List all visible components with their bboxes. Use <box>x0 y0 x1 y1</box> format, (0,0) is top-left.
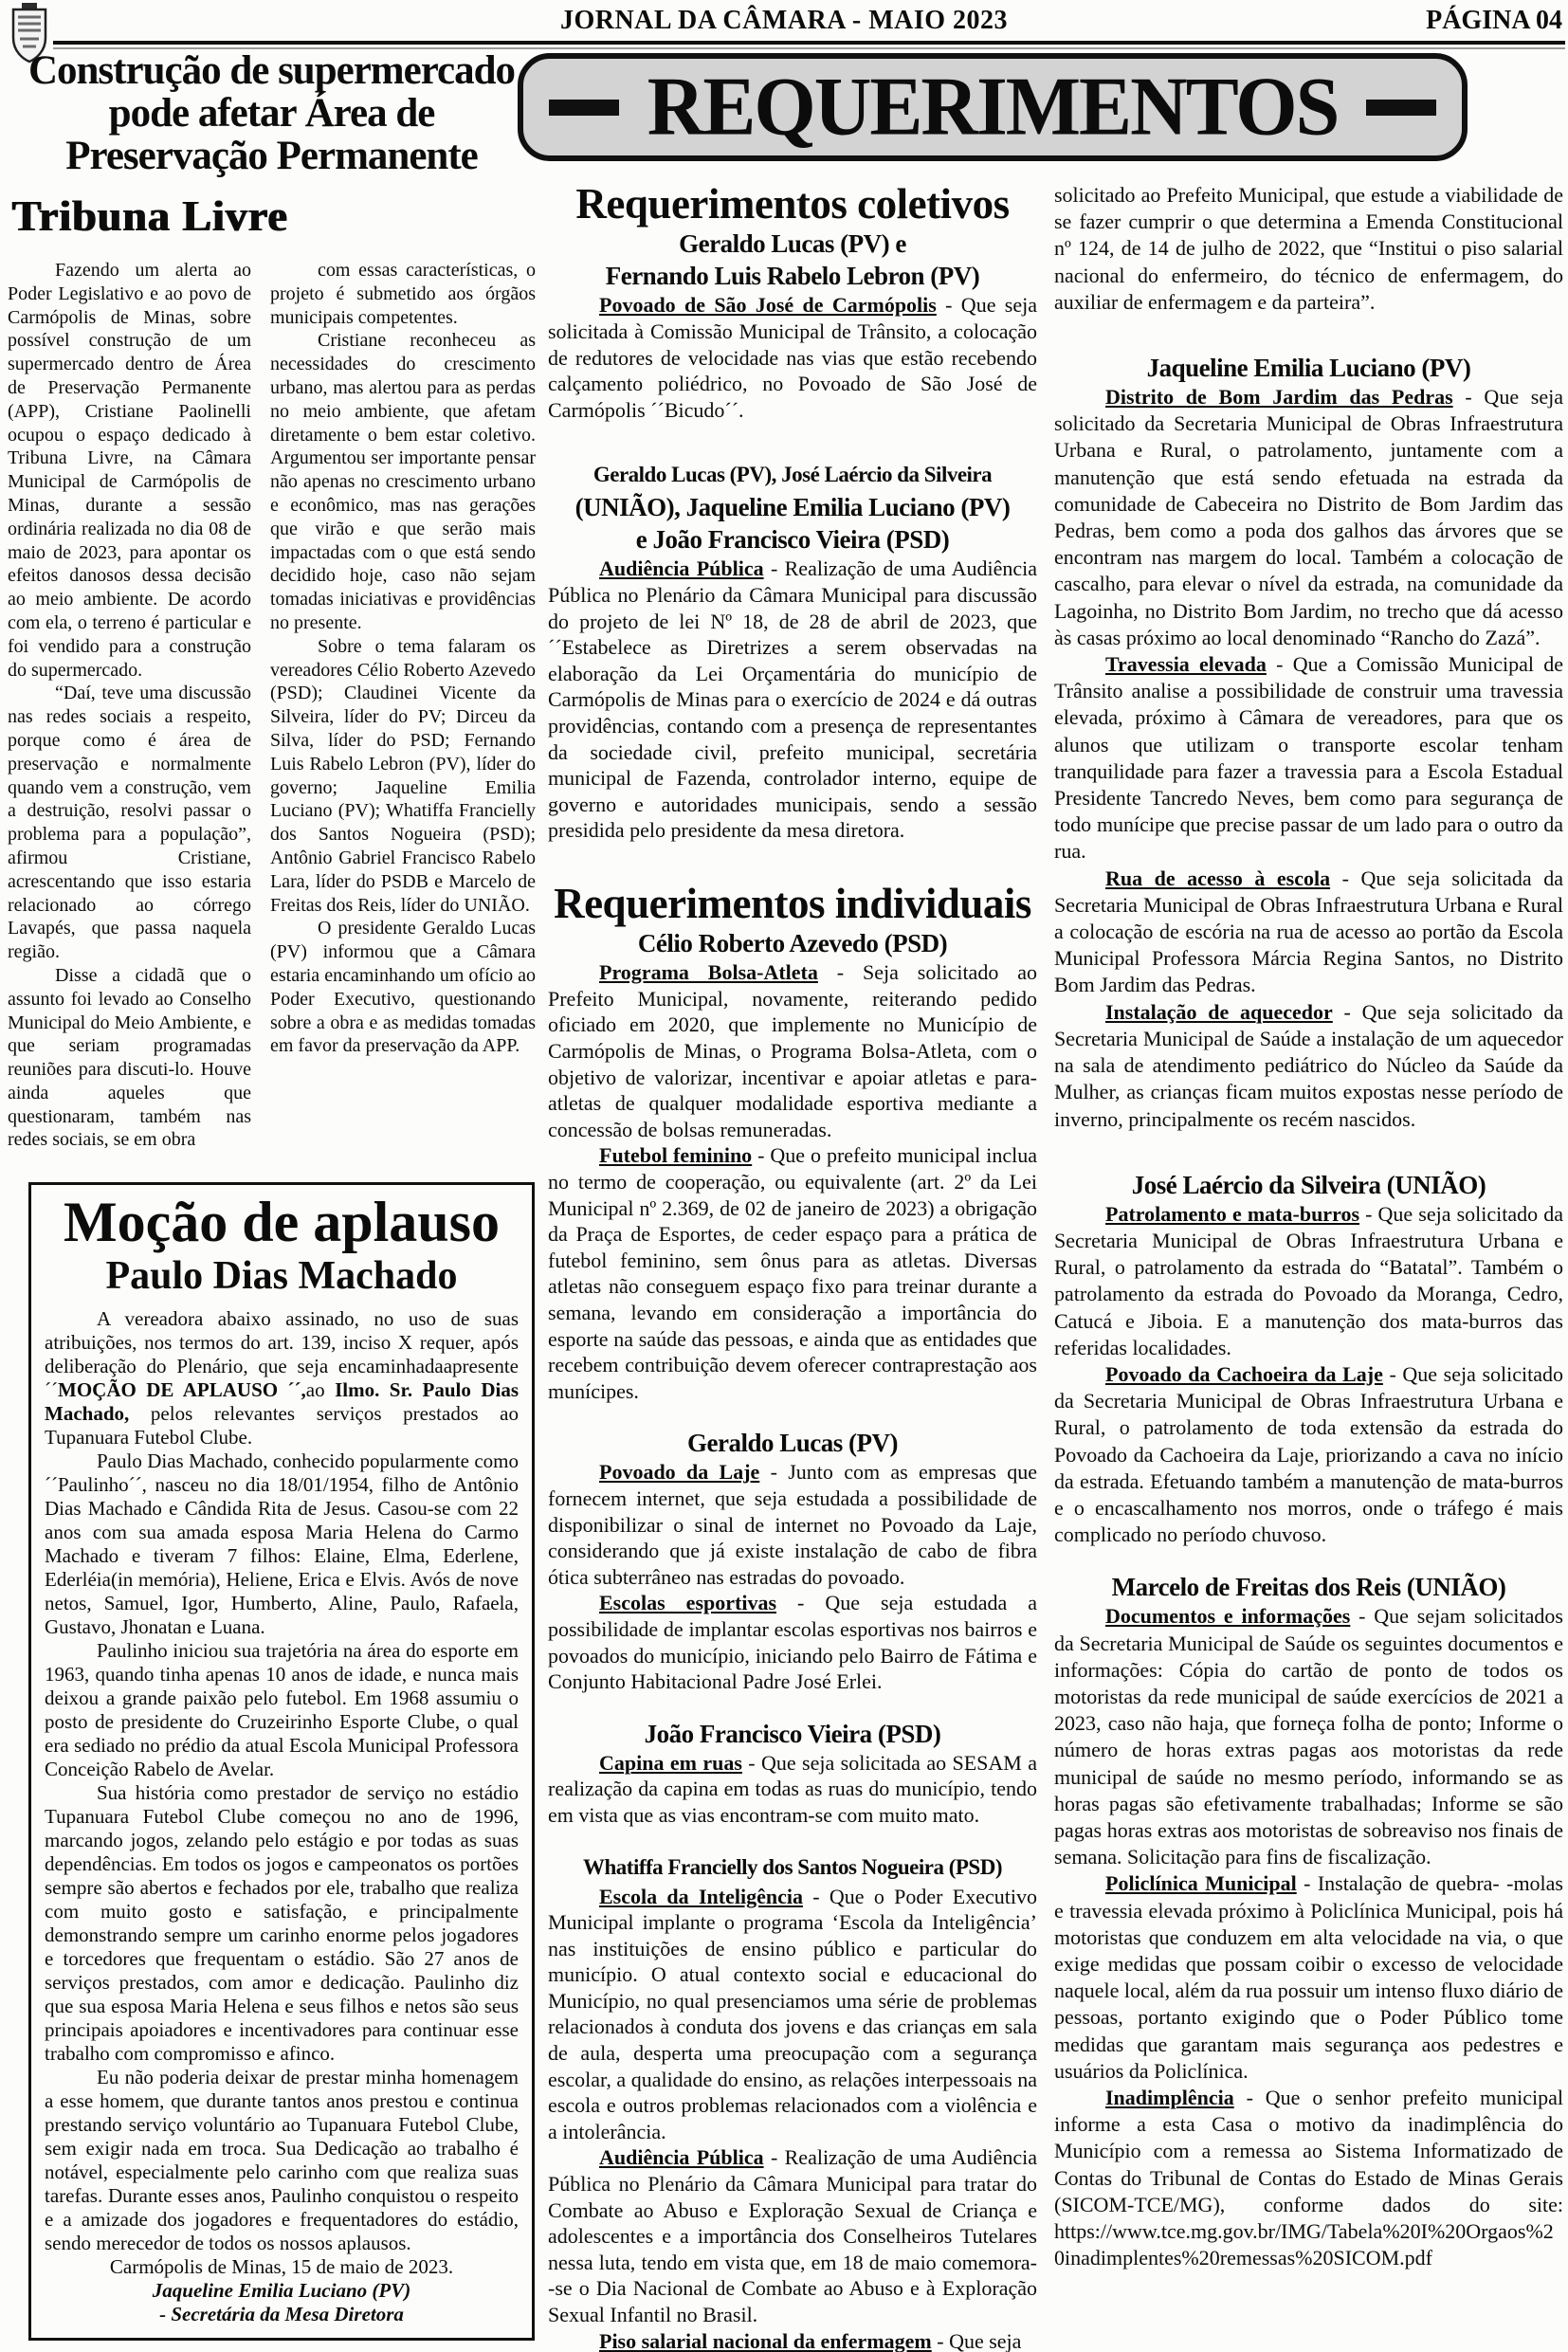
author-name: e João Francisco Vieira (PSD) <box>635 525 950 555</box>
requerimento-item <box>1054 1603 1563 1870</box>
author-name: Geraldo Lucas (PV) <box>687 1429 898 1458</box>
author-names <box>548 1427 1037 1459</box>
mocao-p1-post: pelos relevantes serviços prestados ao Tupanuara Futebol Clube. <box>45 1402 519 1449</box>
requerimento-text: - Que seja <box>931 2328 1022 2352</box>
requerimento-item <box>1054 1870 1563 2085</box>
requerimento-item <box>1054 384 1563 651</box>
requerimento-text: - Que o prefeito municipal inclua no termo de cooperação, ou equivalente (art. 2º da Lei Municipal nº 2.369, de 02 de janeiro de 2023) a obrigação da Praça de Esportes, de ceder espaço para a prática de futebol feminino, sem ônus para as atletas. Diversas atletas não conseguem espaço fixo para treinar durante a semana, levando em consideração a importância do esporte na saúde das pessoas, e ainda que as entidades que recebem contribuição devem oferecer contraprestação aos munícipes. <box>548 1143 1037 1403</box>
author-names <box>548 459 1037 556</box>
requerimento-title: Inadimplência <box>1105 2086 1234 2109</box>
author-names <box>548 1718 1037 1750</box>
article-paragraph: Cristiane reconheceu as necessidades do crescimento urbano, mas alertou para as perdas no meio ambiente, que afetam diretamente o bem estar coletivo. Argumentou ser importante pensar não apenas no crescimento urbano e econômico, mas nas gerações que virão e que serão mais impactadas com o que está sendo decidido hoje, caso não sejam tomadas iniciativas e providências no presente. <box>270 330 536 633</box>
author-name: Marcelo de Freitas dos Reis (UNIÃO) <box>1111 1573 1506 1602</box>
requerimento-title: Documentos e informações <box>1105 1604 1351 1629</box>
mocao-subtitle: Paulo Dias Machado <box>105 1254 458 1298</box>
requerimento-title: Patrolamento e mata-burros <box>1105 1201 1360 1226</box>
article-paragraph: Disse a cidadã que o assunto foi levado ao Conselho Municipal do Meio Ambiente, e que seriam programadas reuniões para discuti-lo. Houve ainda aqueles que questionaram, também nas redes sociais, se em obra <box>8 964 251 1151</box>
mocao-paragraph: Paulinho iniciou sua trajetória na área do esporte em 1963, quando tinha apenas 10 anos de idade, e nunca mais deixou a grande paixão pelo futebol. Em 1968 assumiu o posto de presidente do Cruzeirinho Esporte Clube, o qual era sediado no prédio da atual Escola Municipal Professora Conceição Rabelo de Avelar. <box>45 1639 519 1781</box>
section-heading-coletivos: Requerimentos coletivos <box>575 180 1010 228</box>
requerimento-text: - Que seja solicitada ao SESAM a realização da capina em todas as ruas do município, tendo em vista que as vias encontram-se com muito mato. <box>548 1750 1038 1827</box>
spacer <box>548 1695 1037 1718</box>
headline-line: Preservação Permanente <box>65 134 478 178</box>
mocao-paragraph <box>45 1307 519 1449</box>
requerimento-text: - Junto com as empresas que fornecem internet, que seja estudada a possibilidade de disponibilizar o sinal de internet no Povoado da Laje, considerando que já existe instalação de cabo de fibra ótica subterrâneo nas estradas do povoado. <box>548 1460 1037 1589</box>
mocao-signature-role: - Secretária da Mesa Diretora <box>159 2303 404 2326</box>
requerimento-text: - Realização de uma Audiência Pública no Plenário da Câmara Municipal para discussão do projeto de lei Nº 18, de 28 de abril de 2023, que ´´Estabelece as Diretrizes a serem observadas na elaboração da Lei Orçamentária do município de Carmópolis de Minas para o exercício de 2024 e dá outras providências, contando com a presença de representantes da sociedade civil, prefeito municipal, secretária municipal de Fazenda, controlador interno, equipe de governo e autoridades municipais, sendo a sessão presidida pelo presidente da mesa diretora. <box>548 556 1038 843</box>
author-names <box>1054 352 1563 384</box>
author-name: (UNIÃO), Jaqueline Emilia Luciano (PV) <box>574 493 1011 522</box>
requerimento-title: Programa Bolsa-Atleta <box>599 960 818 985</box>
requerimento-item <box>1054 999 1563 1133</box>
requerimento-text: - Que seja solicitado da Secretaria Municipal de Obras Infraestrutura Urbana e Rural, o patrolamento de toda extensão da estrada do Povoado da Cachoeira da Laje, priorizando a cava no início da estrada. Efetuando também a manutenção de mata-burros e o encascalhamento nos morros, onde o tráfego é mais complicado no período chuvoso. <box>1054 1361 1563 1547</box>
mocao-paragraph: Sua história como prestador de serviço no estádio Tupanuara Futebol Clube começou no ano de 1996, marcando jogos, zelando pelo estágio e por todas as suas dependências. Em todos os jogos e campeonatos os portões sempre são abertos e fechados por ele, trabalho que realiza com muito gosto e satisfação, e principalmente demonstrando sempre um carinho enorme pelos jogadores e torcedores que frequentam o estádio. São 27 anos de serviços prestados, com amor e dedicação. Paulinho diz que sua esposa Maria Helena e seus filhos e netos são seus principais apoiadores e incentivadores para continuar esse trabalho com compromisso e afinco. <box>45 1781 519 2066</box>
spacer <box>1054 1133 1563 1169</box>
mocao-p1-pre: A vereadora abaixo assinado, no uso de suas atribuições, nos termos do art. 139, inciso X requer, após deliberação do Plenário, que seja encaminhadaapresente´´ <box>45 1307 519 1402</box>
requerimento-text: - Que seja solicitado da Secretaria Municipal de Obras Infraestrutura Urbana e Rural, o patrolamento da estrada do “Batatal”. Também o patrolamento da estrada do Povoado da Moranga, Cedro, Catucá e Jiboia. E a manutenção dos mata-burros das referidas localidades. <box>1054 1201 1563 1359</box>
requerimento-title: Povoado da Cachoeira da Laje <box>1105 1361 1383 1386</box>
requerimentos-right-column <box>1054 182 1563 2271</box>
author-names <box>1054 1571 1563 1603</box>
author-names <box>548 228 1037 292</box>
requerimento-text: - Que o senhor prefeito municipal informe a esta Casa o motivo da inadimplência do Município com a remessa ao Sistema Informatizado de Contas do Tribunal de Contas do Estado de Minas Gerais (SICOM-TCE/MG), conforme dados do site: https://www.tce.mg.gov.br/IMG/Tabela%20I%20Orgaos%20inadimplentes%20remessas%20SICOM.pdf <box>1054 2086 1563 2270</box>
requerimentos-banner <box>518 53 1468 161</box>
requerimento-title: Instalação de aquecedor <box>1105 999 1333 1024</box>
requerimento-item <box>548 1459 1037 1590</box>
requerimento-item <box>548 1884 1037 2145</box>
tribuna-livre-kicker: Tribuna Livre <box>8 192 301 242</box>
requerimento-title: Escolas esportivas <box>599 1591 777 1615</box>
requerimento-title: Audiência Pública <box>599 2145 764 2170</box>
requerimento-item <box>1054 1201 1563 1361</box>
requerimento-text: - Que o Poder Executivo Municipal implante o programa ‘Escola da Inteligência’ nas instituições de ensino público e particular do município. O atual contexto social e educacional do Município, no qual presenciamos uma série de problemas relacionados à conduta dos jovens e das crianças em sala de aula, desperta uma preocupação com a segurança escolar, a qualidade do ensino, as relações interpessoais na escola e outros problemas relacionados com a violência e a intolerância. <box>548 1884 1037 2143</box>
spacer <box>548 844 1037 880</box>
spacer <box>1054 1548 1563 1571</box>
requerimento-title: Capina em ruas <box>599 1750 742 1775</box>
requerimento-title: Audiência Pública <box>599 556 764 581</box>
requerimento-text: - Que seja solicitado da Secretaria Municipal de Obras Infraestrutura Urbana e Rural, o patrolamento, juntamente com a manutenção que está sendo efetuada na estrada da comunidade de Cabeceira no Distrito de Bom Jardim das Pedras, bem como a poda dos galhos das árvores que se encontram nas margem do local. Também a colocação de cascalho, para elevar o nível da estrada, na comunidade da Lagoinha, no Distrito Bom Jardim, no trecho que dá acesso às casas próximo ao local denominado “Rancho do Zazá”. <box>1054 385 1563 649</box>
article-paragraph: Sobre o tema falaram os vereadores Célio Roberto Azevedo (PSD); Claudinei Vicente da Silveira, líder do PV; Dirceu da Silva, líder do PSD; Fernando Luis Rabelo Lebron (PV), líder do governo; Jaqueline Emilia Luciano (PV); Whatiffa Francielly dos Santos Nogueira (PSD); Antônio Gabriel Francisco Rabelo Lara, líder do PSDB e Marcelo de Freitas dos Reis, líder do UNIÃO. <box>270 635 536 916</box>
requerimento-item <box>548 2144 1037 2327</box>
mocao-p1-bold: MOÇÃO DE APLAUSO ´´, <box>58 1378 306 1402</box>
author-name: Geraldo Lucas (PV) e <box>679 229 906 259</box>
author-name: João Francisco Vieira (PSD) <box>644 1719 941 1748</box>
requerimento-text: - Realização de uma Audiência Pública no Plenário da Câmara Municipal para tratar do Combate ao Abuso e Exploração Sexual de Criança e adolescentes e a importância dos Conselheiros Tutelares nessa luta, tendo em vista que, em 18 de maio comemora- -se o Dia Nacional de Combate ao Abuso e à Exploração Sexual Infantil no Brasil. <box>548 2145 1038 2326</box>
requerimento-title: Futebol feminino <box>599 1143 753 1168</box>
requerimento-text: - Seja solicitado ao Prefeito Municipal, novamente, reiterando pedido oficiado em 2020, que implemente no Município de Carmópolis de Minas, o Programa Bolsa-Atleta, com o objetivo de valorizar, incentivar e apoiar atletas e para-atletas de qualquer modalidade esportiva mediante a concessão de bolsas remuneradas. <box>548 960 1037 1141</box>
mocao-title: Moção de aplauso <box>63 1191 501 1253</box>
requerimento-text: - Que sejam solicitados da Secretaria Municipal de Saúde os seguintes documentos e informações: Cópia do cartão de ponto de todos os motoristas da rede municipal de saúde exercícios de 2021 a 2023, caso não haja, que forneça folha de ponto; Informe o número de horas extras pagas aos motoristas da rede municipal de saúde no mesmo período, informando se as horas pagas são efetivamente trabalhadas; Informe se são pagas horas extras aos motoristas de sobreaviso nos finais de semana. Solicitação para fins de fiscalização. <box>1054 1604 1563 1869</box>
mocao-p1-mid: ao <box>305 1378 336 1402</box>
author-name: Geraldo Lucas (PV), José Laércio da Silveira <box>593 463 993 487</box>
page-number: PÁGINA 04 <box>1426 6 1562 35</box>
article-paragraph: Fazendo um alerta ao Poder Legislativo e ao povo de Carmópolis de Minas, sobre possível construção de um supermercado dentro de Área de Preservação Permanente (APP), Cristiane Paolinelli ocupou o espaço dedicado à Tribuna Livre, na Câmara Municipal de Carmópolis de Minas, durante a sessão ordinária realizada no dia 08 de maio de 2023, para apontar os efeitos danosos dessa decisão ao meio ambiente. De acordo com ela, o terreno é particular e foi vendido para a construção do supermercado. <box>8 260 251 681</box>
requerimento-title: Policlínica Municipal <box>1105 1871 1297 1896</box>
requerimento-title: Piso salarial nacional da enfermagem <box>599 2328 932 2352</box>
headline-line: pode afetar Área de <box>108 91 435 136</box>
requerimentos-middle-column <box>548 180 1037 2352</box>
author-names <box>1054 1169 1563 1201</box>
requerimento-title: Distrito de Bom Jardim das Pedras <box>1105 385 1453 410</box>
banner-title: REQUERIMENTOS <box>647 60 1339 154</box>
requerimento-item <box>548 556 1037 844</box>
requerimento-title: Travessia elevada <box>1105 652 1267 677</box>
article-headline <box>8 49 536 177</box>
mocao-p1-bold: Ilmo. Sr. Paulo Dias Machado, <box>45 1378 520 1426</box>
newspaper-title: JORNAL DA CÂMARA - MAIO 2023 <box>559 6 1009 35</box>
requerimento-item <box>1054 1361 1563 1548</box>
author-name: Fernando Luis Rabelo Lebron (PV) <box>605 262 980 291</box>
article-columns <box>8 259 536 1152</box>
article-paragraph: “Daí, teve uma discussão nas redes sociais a respeito, porque como é área de preservação e normalmente quando vem a construção, vem a destruição, resolvi passar o problema para a população”, afirmou Cristiane, acrescentando que isso estaria relacionado ao córrego Lavapés, que passa naquela região. <box>8 683 251 963</box>
article-column-1 <box>8 259 251 1152</box>
mocao-paragraph: Paulo Dias Machado, conhecido popularmente como ´´Paulinho´´, nasceu no dia 18/01/1954, filho de Antônio Dias Machado e Cândida Rita de Jesus. Casou-se com 22 anos com sua amada esposa Maria Helena do Carmo Machado e tiveram 7 filhos: Elaine, Elma, Ederlene, Ederléia(in memória), Heliene, Erica e Elvis. Avós de nove netos, Samuel, Igor, Humberto, Aline, Paulo, Rafaela, Gustavo, Jhonatan e Luana. <box>45 1449 519 1639</box>
mocao-dateline: Carmópolis de Minas, 15 de maio de 2023. <box>109 2255 454 2279</box>
requerimento-item <box>548 1590 1037 1694</box>
mocao-signature: Jaqueline Emilia Luciano (PV) <box>152 2279 411 2303</box>
requerimento-title: Rua de acesso à escola <box>1105 866 1331 890</box>
requerimento-item <box>1054 651 1563 866</box>
article-paragraph: O presidente Geraldo Lucas (PV) informou que a Câmara estaria encaminhando um ofício ao Poder Executivo, questionando sobre a obra e as medidas tomadas em favor da preservação da APP. <box>270 918 536 1057</box>
requerimento-item <box>548 2328 1037 2352</box>
requerimento-item <box>548 1142 1037 1404</box>
requerimento-title: Escola da Inteligência <box>599 1884 803 1908</box>
spacer <box>548 1829 1037 1851</box>
author-name: Célio Roberto Azevedo (PSD) <box>637 929 948 958</box>
kicker-wrap <box>8 192 536 247</box>
author-name: Jaqueline Emilia Luciano (PV) <box>1146 354 1471 383</box>
requerimento-text: - Que seja estudada a possibilidade de implantar escolas esportivas nos bairros e povoados do município, iniciando pelo Bairro de Fátima e Conjunto Habitacional Padre José Erlei. <box>548 1591 1037 1694</box>
mocao-de-aplauso-box <box>28 1182 535 2341</box>
section-heading-individuais: Requerimentos individuais <box>554 879 1031 927</box>
author-name: Whatiffa Francielly dos Santos Nogueira (PSD) <box>583 1854 1002 1879</box>
author-name: José Laércio da Silveira (UNIÃO) <box>1131 1170 1486 1199</box>
banner-dash-right-icon <box>1366 100 1436 116</box>
author-names <box>548 927 1037 959</box>
article-supermercado <box>8 49 536 1179</box>
requerimento-text: - Que seja solicitado da Secretaria Municipal de Saúde a instalação de um aquecedor na sala de atendimento pediátrico do Núcleo da Saúde da Mulher, as crianças ficam muitos expostas nesse período de inverno, principalmente os recém nascidos. <box>1054 999 1563 1131</box>
requerimento-item <box>548 1750 1037 1829</box>
requerimento-item <box>1054 866 1563 999</box>
requerimento-item <box>548 292 1037 423</box>
spacer <box>1054 316 1563 352</box>
requerimento-item <box>548 959 1037 1142</box>
headline-line: Construção de supermercado <box>27 49 516 93</box>
spacer <box>548 423 1037 459</box>
requerimento-text: - Que seja solicitada à Comissão Municipal de Trânsito, a colocação de redutores de velocidade nas vias que estão recebendo calçamento poliédrico, no Povoado de São José de Carmópolis ´´Bicudo´´. <box>548 293 1037 422</box>
article-column-2 <box>270 259 536 1152</box>
requerimento-title: Povoado da Laje <box>599 1460 760 1485</box>
article-paragraph: com essas características, o projeto é submetido aos órgãos municipais competentes. <box>270 260 536 328</box>
requerimento-item <box>1054 2085 1563 2271</box>
requerimento-text: - Instalação de quebra- -molas e travessia elevada próximo à Policlínica Municipal, pois há motoristas que conduzem em alta velocidade na via, o que exige medidas que possam coibir o excesso de velocidade naquele local, além da rua possuir um intenso fluxo diário de pessoas, portanto exigindo que o Poder Público tome medidas que garantam mais segurança aos pedestres e usuários da Policlínica. <box>1054 1871 1564 2083</box>
author-names <box>548 1851 1037 1884</box>
requerimento-text: - Que seja solicitada da Secretaria Municipal de Obras Infraestrutura Urbana e Rural a colocação de escória na rua de acesso ao portão da Escola Municipal Professora Márcia Regina Santos, no Distrito Bom Jardim das Pedras. <box>1054 866 1563 997</box>
requerimento-title: Povoado de São José de Carmópolis <box>599 293 937 318</box>
requerimento-continuation: solicitado ao Prefeito Municipal, que estude a viabilidade de se fazer cumprir o que determina a Emenda Constitucional nº 124, de 14 de julho de 2022, que “Institui o piso salarial nacional do enfermeiro, do técnico de enfermagem, do auxiliar de enfermagem e da parteira”. <box>1054 183 1563 314</box>
banner-dash-left-icon <box>549 100 619 116</box>
mocao-body <box>45 1307 519 2326</box>
header-rule <box>53 41 1565 45</box>
mocao-paragraph: Eu não poderia deixar de prestar minha homenagem a esse homem, que durante tantos anos prestou e continua prestando serviço voluntário ao Tupanuara Futebol Clube, sem exigir nada em troca. Sua Dedicação ao trabalho é notável, especialmente pelo carinho com que realiza suas tarefas. Durante esses anos, Paulinho conquistou o respeito e a amizade dos jogadores e frequentadores do estádio, sendo merecedor de todos os nossos aplausos. <box>45 2066 519 2255</box>
requerimento-text: - Que a Comissão Municipal de Trânsito analise a possibilidade de construir uma travessia elevada, próximo à Câmara de vereadores, para que os alunos que utilizam o transporte escolar tenham tranquilidade para fazer a travessia para a Escola Estadual Presidente Tancredo Neves, bem como para segurança de todo munícipe que precise passar de um lado para o outro da rua. <box>1054 652 1563 864</box>
spacer <box>548 1404 1037 1427</box>
